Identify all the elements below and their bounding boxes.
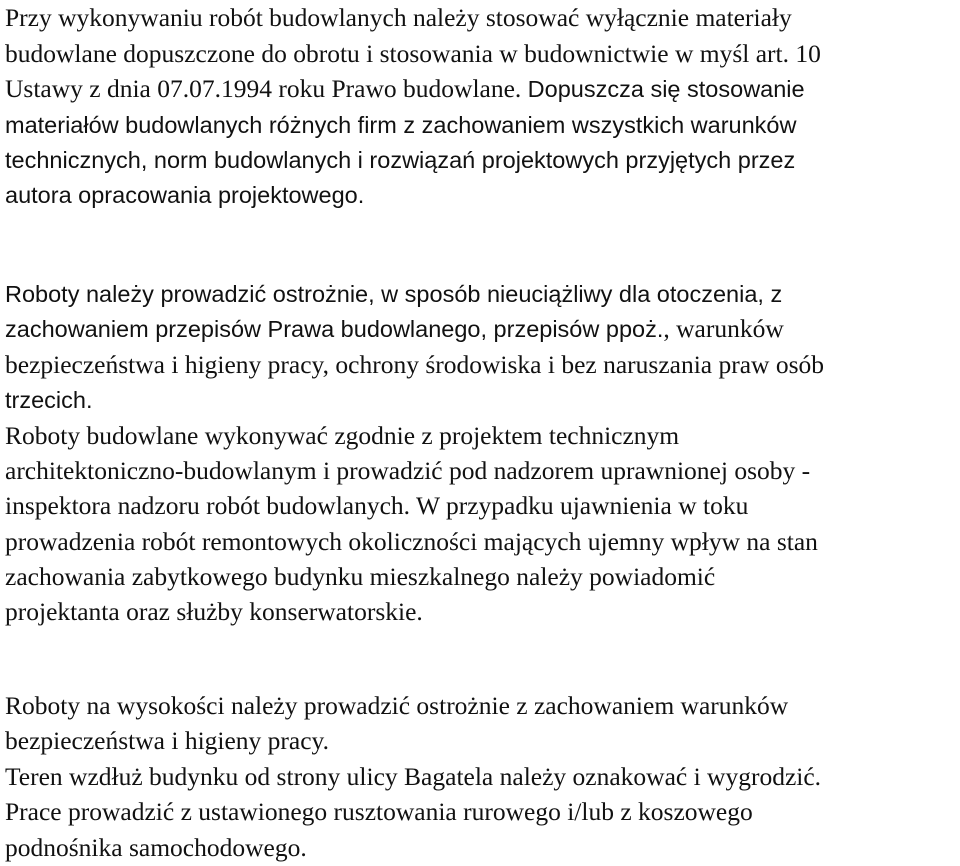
text-segment: technicznych, norm budowlanych i rozwiązań projektowych przyjętych przez bbox=[5, 147, 796, 173]
text-line bbox=[5, 794, 753, 830]
text-segment: Roboty budowlane wykonywać zgodnie z projektem technicznym bbox=[5, 421, 680, 450]
text-line bbox=[5, 559, 715, 595]
text-line bbox=[5, 276, 782, 313]
text-segment: Roboty na wysokości należy prowadzić ostrożnie z zachowaniem warunków bbox=[5, 691, 789, 720]
text-line bbox=[5, 107, 796, 144]
text-segment: materiałów budowlanych różnych firm z zachowaniem wszystkich warunków bbox=[5, 112, 797, 138]
text-segment: Prace prowadzić z ustawionego rusztowania rurowego i/lub z koszowego bbox=[5, 797, 753, 826]
text-line bbox=[5, 177, 364, 214]
text-line bbox=[5, 382, 93, 419]
text-segment: bezpieczeństwa i higieny pracy, ochrony środowiska i bez naruszania praw osób bbox=[5, 350, 825, 379]
text-line bbox=[5, 688, 788, 724]
text-line bbox=[5, 723, 329, 759]
text-line bbox=[5, 488, 748, 524]
text-line bbox=[5, 311, 784, 348]
text-segment: trzecich. bbox=[5, 387, 93, 413]
text-segment: autora opracowania projektowego. bbox=[5, 182, 365, 208]
text-segment: Dopuszcza się stosowanie bbox=[527, 76, 805, 102]
text-segment: inspektora nadzoru robót budowlanych. W przypadku ujawnienia w toku bbox=[5, 491, 749, 520]
text-line bbox=[5, 759, 821, 795]
text-line bbox=[5, 830, 307, 866]
text-segment: architektoniczno-budowlanym i prowadzić pod nadzorem uprawnionej osoby - bbox=[5, 456, 811, 485]
text-segment: prowadzenia robót remontowych okoliczności mających ujemny wpływ na stan bbox=[5, 527, 818, 556]
text-segment: zachowaniem przepisów Prawa budowlanego, przepisów ppoż. bbox=[5, 316, 664, 342]
text-line bbox=[5, 347, 824, 383]
text-segment: Ustawy z dnia 07.07.1994 roku Prawo budowlane. bbox=[5, 74, 528, 103]
text-line bbox=[5, 0, 792, 36]
text-segment: Roboty należy prowadzić ostrożnie, w sposób nieuciążliwy dla otoczenia, z bbox=[5, 281, 783, 307]
text-segment: budowlane dopuszczone do obrotu i stosowania w budownictwie w myśl art. 10 bbox=[5, 39, 821, 68]
text-line bbox=[5, 71, 805, 108]
text-segment: bezpieczeństwa i higieny pracy. bbox=[5, 726, 330, 755]
text-segment: projektanta oraz służby konserwatorskie. bbox=[5, 597, 423, 626]
text-line bbox=[5, 142, 795, 179]
text-segment: Teren wzdłuż budynku od strony ulicy Bagatela należy oznakować i wygrodzić. bbox=[5, 762, 822, 791]
text-segment: zachowania zabytkowego budynku mieszkalnego należy powiadomić bbox=[5, 562, 716, 591]
text-segment: Przy wykonywaniu robót budowlanych należy stosować wyłącznie materiały bbox=[5, 3, 792, 32]
text-line bbox=[5, 453, 810, 489]
text-line bbox=[5, 36, 821, 72]
text-segment: podnośnika samochodowego. bbox=[5, 833, 307, 862]
text-line bbox=[5, 524, 818, 560]
text-segment: , warunków bbox=[663, 314, 784, 343]
text-line bbox=[5, 594, 423, 630]
text-line bbox=[5, 418, 679, 454]
